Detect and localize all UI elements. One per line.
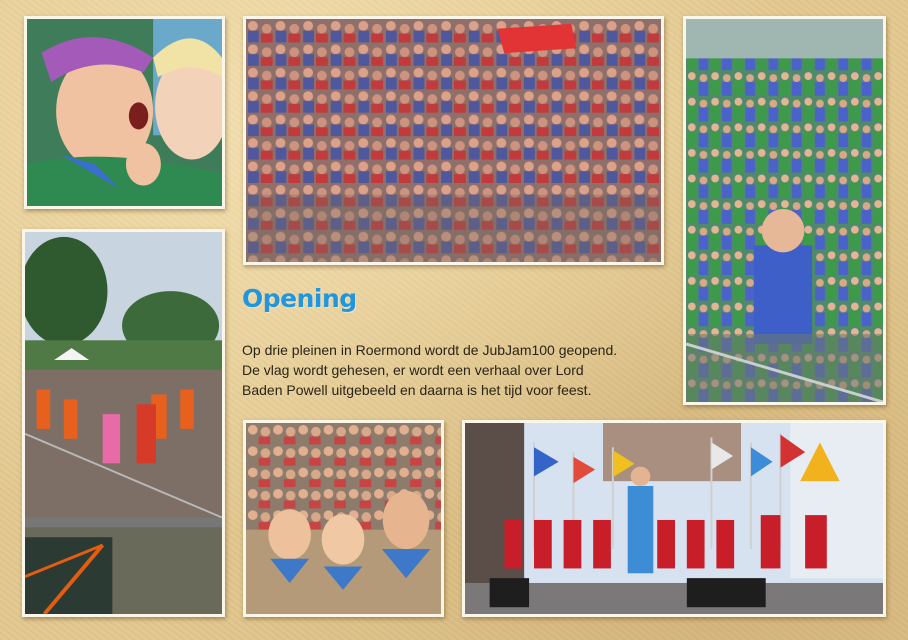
young-scouts-photo [243, 420, 444, 617]
cheering-child-photo [24, 16, 225, 209]
article-line-2: De vlag wordt gehesen, er wordt een verhaal over Lord [242, 362, 584, 378]
article-body [242, 340, 672, 400]
scouts-procession-photo [683, 16, 886, 405]
article-line-1: Op drie pleinen in Roermond wordt de JubJam100 geopend. [242, 342, 618, 358]
article-line-3: Baden Powell uitgebeeld en daarna is het tijd voor feest. [242, 382, 592, 398]
crowd-photo [243, 16, 664, 265]
article-heading: Opening [242, 284, 357, 313]
bridge-parade-photo [22, 229, 225, 617]
stage-flags-photo [462, 420, 886, 617]
